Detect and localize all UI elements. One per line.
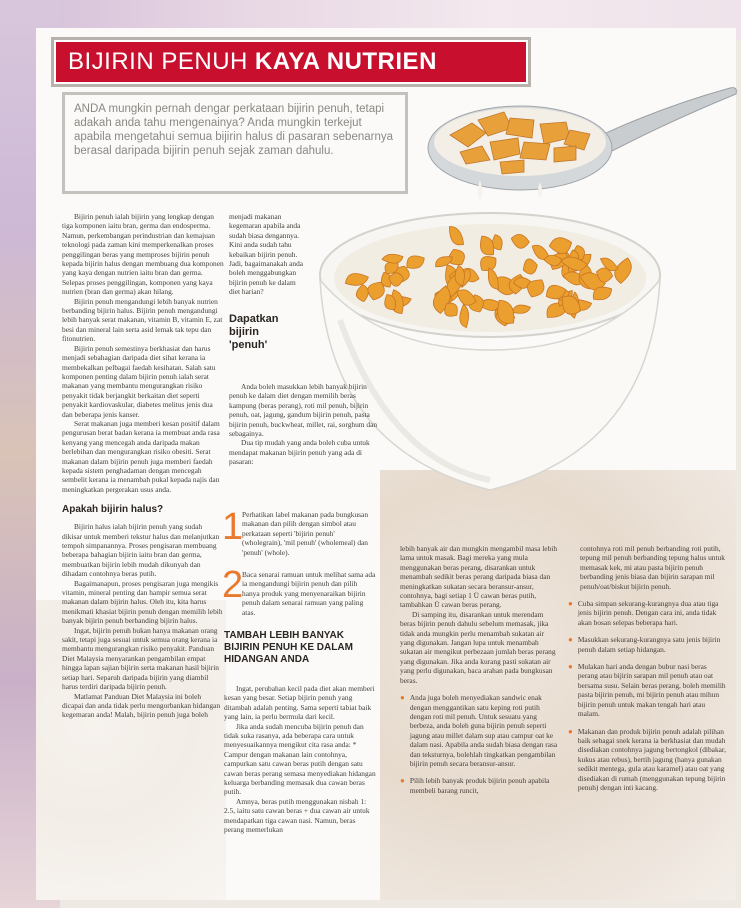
bullet-item xyxy=(568,727,728,793)
section-heading-tambah: TAMBAH LEBIH BANYAK BIJIRIN PENUH KE DALAM HIDANGAN ANDA xyxy=(224,630,353,665)
column-2-bottom xyxy=(224,684,376,835)
paragraph: Bijirin penuh mengandungi lebih banyak nutrien berbanding bijirin halus. Bijirin penuh mengandungi lebih banyak serat makanan, vitamin B, vitamin E, zat besi dan mineral lain serta asid lemak tak tepu dan fitonutrien. xyxy=(62,296,223,344)
tip-number-1: 1 xyxy=(222,506,244,548)
column-1 xyxy=(62,212,224,720)
paragraph: Bijirin penuh semestinya berkhasiat dan harus menjadi sebahagian daripada diet sihat kerana ia membekalkan pelbagai faedah kesihatan. Salah satu komponen penting dalam bijirin penuh ialah serat makanan yang membantu mengurangkan risiko penyakit tidak berjangkit berkaitan diet seperti penyakit kardiovaskular, diabetes melitus jenis dua dan beberapa jenis kanser. xyxy=(62,343,216,419)
bullet-text: Mulakan hari anda dengan bubur nasi beras perang atau bijirin sarapan mil penuh atau oat bersama susu. Selain beras perang, boleh memilih pasta bijirin penuh, mi bijirin penuh atau mihun bijirin penuh untuk makan tengah hari atau malam. xyxy=(577,662,726,719)
bullet-text: Anda juga boleh menyediakan sandwic enak dengan menggantikan satu keping roti putih dengan roti mil penuh. Untuk sesuatu yang berbeza, anda boleh guna bijirin penuh seperti jagung atau millet dalam sup atau campur oat ke dalam nasi. Apabila anda sudah biasa dengan rasa dan teksturnya, bolehlah tingkatkan pengambilan bijirin penuh secara beransur-ansur. xyxy=(409,693,558,768)
paragraph: Di samping itu, disarankan untuk merendam beras bijirin penuh dahulu sebelum memasak, jika tidak anda mungkin perlu menambah sukatan air yang digunakan. Jangan lupa untuk menambah sukatan air mengikut perbezaan jumlah beras perang yang digunakan. Jika anda kurang pasti sukatan air yang perlu digunakan, baca arahan pada bungkusan beras. xyxy=(400,609,556,685)
bullet-icon: ● xyxy=(568,599,573,609)
paragraph: Ingat, perubahan kecil pada diet akan memberi kesan yang besar. Setiap bijirin penuh yang ditambah adalah penting. Sama seperti tabiat baik yang lain, ia perlu bermula dari kecil. xyxy=(224,684,375,722)
section-heading-dapatkan: Dapatkan bijirin 'penuh' xyxy=(229,312,279,351)
title-normal: BIJIRIN PENUH xyxy=(68,48,248,75)
paragraph: menjadi makanan kegemaran apabila anda sudah biasa dengannya. Kini anda sudah tahu kebaikan bijirin penuh. Jadi, bagaimanakah anda boleh menggabungkan bijirin penuh ke dalam diet harian? xyxy=(229,212,304,297)
bullet-text: Cuba simpan sekurang-kurangnya dua atau tiga jenis bijirin penuh. Dengan cara ini, anda tidak akan bosan selepas beberapa hari. xyxy=(577,599,719,627)
bullet-icon: ● xyxy=(568,662,573,672)
tip-number-2: 2 xyxy=(222,564,244,606)
bullet-item xyxy=(568,599,728,627)
paragraph: Bagaimanapun, proses pengisaran juga mengikis vitamin, mineral penting dan hampir semua serat makanan dalam bijirin halus. Oleh itu, kita harus menikmati khasiat bijirin penuh dengan memilih lebih banyak bijirin penuh berbanding bijirin halus. xyxy=(62,578,223,626)
paragraph: Bijirin halus ialah bijirin penuh yang sudah dikisar untuk memberi tekstur halus dan melanjutkan tempoh simpanannya. Proses pengisaran membuang beberapa bahagian bijirin iaitu bran dan germa, membuatkan bijirin lebih mudah dikunyah dan dihadam contohnya beras putih. xyxy=(62,522,220,579)
tip-1-text: Perhatikan label makanan pada bungkusan makanan dan pilih dengan simbol atau perkataan seperti 'bijirin penuh' (wholegrain), 'mil penuh' (wholemeal) dan 'penuh' (whole). xyxy=(242,510,369,557)
paragraph: Anda boleh masukkan lebih banyak bijirin penuh ke dalam diet dengan memilih beras kampung (beras perang), roti mil penuh, bijirin penuh, oat, jagung, gandum bijirin penuh, pasta bijirin penuh, buckwheat, millet, rai, sorghum dan sebagainya. xyxy=(229,382,378,439)
bullet-icon: ● xyxy=(568,726,573,736)
bullet-text: Pilih lebih banyak produk bijirin penuh apabila membeli barang runcit, xyxy=(409,776,550,795)
paragraph: Dua tip mudah yang anda boleh cuba untuk mendapat makanan bijirin penuh yang ada di pasaran: xyxy=(229,438,370,467)
column-3 xyxy=(400,544,560,795)
bullet-item xyxy=(568,662,728,718)
paragraph: Serat makanan juga memberi kesan positif dalam pengurusan berat badan kerana ia membuat anda rasa kenyang yang mencegah anda daripada makan berlebihan dan mengurangkan risiko obesiti. Serat makanan dalam bijirin penuh juga memberi faedah kepada sistem penghadaman dengan mencegah sembelit kerana ia menambah pukal kepada najis dan meningkatkan pergerakan usus anda. xyxy=(62,418,220,494)
paragraph: Amnya, beras putih menggunakan nisbah 1: 2.5, iaitu satu cawan beras + dua cawan air untuk mendapatkan tiga cawan nasi. Namun, beras perang memerlukan xyxy=(224,796,370,835)
bullet-text: Makanan dan produk bijirin penuh adalah pilihan baik sebagai snek kerana ia berkhasiat dan mudah disediakan contohnya jagung bertongkol (dibakar, kukus atau rebus), bertih jagung (hanya gunakan sedikit mentega, gula atau karamel) atau oat yang disediakan di rumah (menggunakan tepung bijirin penuh) dengan inti kacang. xyxy=(577,726,726,792)
intro-box xyxy=(62,92,408,194)
bullet-text: Masukkan sekurang-kurangnya satu jenis bijirin penuh dalam setiap hidangan. xyxy=(577,635,721,654)
paragraph: lebih banyak air dan mungkin mengambil masa lebih lama untuk masak. Bagi mereka yang mula menggunakan beras perang, disarankan untuk menambah sedikit beras perang daripada biasa dan meningkatkan sukatan secara beransur-ansur, contohnya, bagi setiap 1 Ü cawan beras putih, tambahkan Ü cawan beras perang. xyxy=(400,544,558,610)
tip-2-text: Baca senarai ramuan untuk melihat sama ada ia mengandungi bijirin penuh dan pilih hanya produk yang menyenaraikan bijirin penuh dalam senarai ramuan yang paling atas. xyxy=(242,570,376,617)
article-title xyxy=(54,40,528,84)
intro-text: ANDA mungkin pernah dengar perkataan bijirin penuh, tetapi adakah anda tahu mengenainya? Anda mungkin terkejut apabila mengetahui semua bijirin halus di pasaran sebenarnya berasal daripada bijirin penuh sejak zaman dahulu. xyxy=(74,103,394,157)
paragraph: Jika anda sudah mencuba bijirin penuh dan tidak suka rasanya, ada beberapa cara untuk menyesuaikannya mengikut cita rasa anda: * Campur dengan makanan lain contohnya, campurkan satu cawan beras putih dengan satu cawan beras perang semasa menyediakan hidangan keluarga berbanding memasak dua cawan beras putih. xyxy=(224,721,376,797)
bullet-icon: ● xyxy=(400,693,405,703)
paragraph: contohnya roti mil penuh berbanding roti putih, tepung mil penuh berbanding tepung halus untuk memasak kek, mi atau pasta bijirin penuh berbanding jenis biasa dan bijirin sarapan mil penuh/oat/biskut bijirin penuh. xyxy=(580,544,725,591)
title-bold: KAYA NUTRIEN xyxy=(254,48,437,75)
section-heading-apakah: Apakah bijirin halus? xyxy=(62,504,164,516)
column-2-middle xyxy=(229,382,379,467)
paragraph: Bijirin penuh ialah bijirin yang lengkap dengan tiga komponen iaitu bran, germa dan endosperma. Namun, perkembangan perindustrian dan kemajuan teknologi pada zaman kini memperkenalkan proses penggilingan beras yang memproses bijirin penuh kepada bijirin halus dengan membuang dua komponen yang kaya dengan nutrien iaitu bran dan germa. Selepas proses penggilingan, komponen yang kaya nutrien (bran dan germa) akan hilang. xyxy=(62,212,224,297)
bullet-item xyxy=(400,776,560,795)
column-4 xyxy=(568,544,728,792)
bullet-icon: ● xyxy=(568,635,573,645)
bullet-item xyxy=(400,693,560,768)
column-2-top xyxy=(229,212,305,352)
paragraph: Matlamat Panduan Diet Malaysia ini boleh dicapai dan anda tidak perlu mengorbankan hidangan kegemaran anda! Malah, bijirin penuh juga boleh xyxy=(62,691,221,720)
bullet-icon: ● xyxy=(400,776,405,786)
spoon-image xyxy=(420,80,740,220)
bullet-item xyxy=(568,635,728,654)
paragraph: Ingat, bijirin penuh bukan hanya makanan orang sakit, tetapi juga sesuai untuk semua orang kerana ia membantu mengurangkan risiko penyakit. Panduan Diet Malaysia menyarankan pengambilan empat hingga lapan sajian bijirin serta makanan hasil bijirin setiap hari. Separuh daripada bijirin yang diambil harus terdiri daripada bijirin penuh. xyxy=(62,625,220,692)
